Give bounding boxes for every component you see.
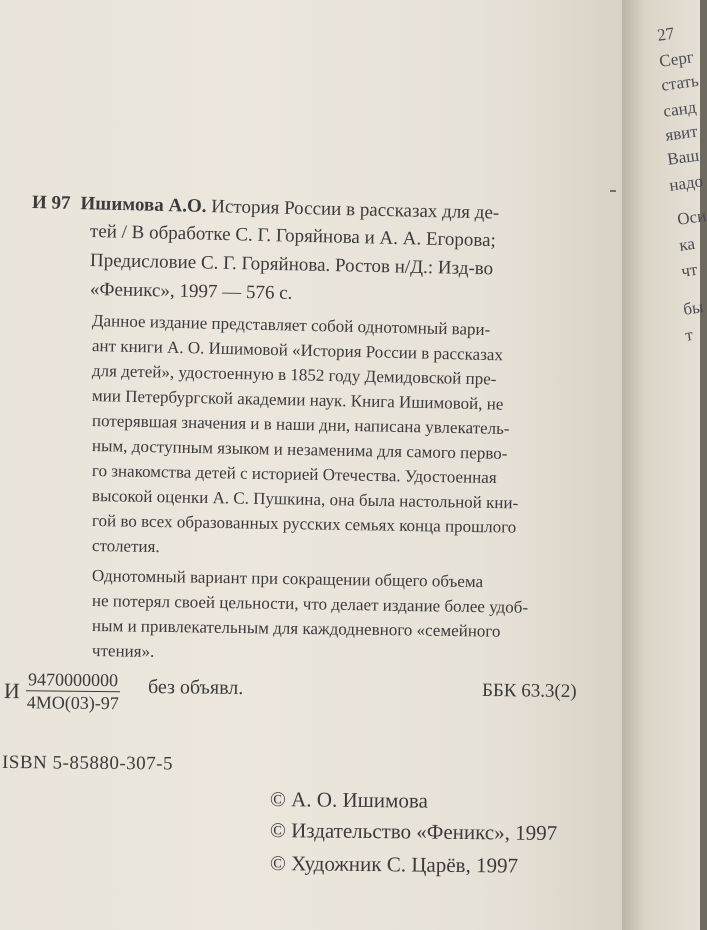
facing-text: т bbox=[684, 324, 695, 345]
bib-line-1 bbox=[32, 192, 500, 225]
copyright-publisher: © Издательство «Феникс», 1997 bbox=[269, 818, 558, 846]
facing-text: ка bbox=[678, 233, 697, 255]
facing-text: Оси bbox=[676, 205, 707, 229]
annotation-line: Однотомный вариант при сокращении общего объема bbox=[91, 566, 484, 592]
annotation-line: не потерял своей цельности, что делает издание более удоб- bbox=[91, 591, 529, 617]
annotation-line: ант книги А. О. Ишимовой «История России в рассказах bbox=[91, 336, 504, 365]
facing-text: Серг bbox=[658, 47, 695, 71]
annotation-line: ным и привлекательным для каждодневного «семейного bbox=[91, 616, 501, 641]
facing-text: 27 bbox=[656, 23, 676, 45]
bib-line-2: тей / В обработке С. Г. Горяйнова и А. А. Егорова; bbox=[89, 221, 497, 252]
facing-text: санд bbox=[662, 97, 698, 121]
facing-text: Ваш bbox=[666, 145, 701, 169]
facing-text: надо bbox=[668, 171, 705, 195]
annotation-line: высокой оценки А. С. Пушкина, она была настольной кни- bbox=[91, 486, 519, 513]
annotation-line: мии Петербургской академии наук. Книга Ишимовой, не bbox=[91, 386, 504, 414]
facing-text: чт bbox=[680, 259, 699, 281]
index-denominator: 4МО(03)-97 bbox=[26, 692, 119, 714]
copyright-artist: © Художник С. Царёв, 1997 bbox=[269, 851, 519, 878]
copyright-author: © А. О. Ишимова bbox=[269, 787, 428, 813]
annotation-line: Данное издание представляет собой однотомный вари- bbox=[91, 311, 491, 340]
bib-title: История России в рассказах для де- bbox=[211, 196, 500, 224]
bbk-code: ББК 63.3(2) bbox=[481, 680, 577, 702]
annotation-line: потерявшая значения и в наши дни, написана увлекатель- bbox=[91, 411, 510, 439]
facing-page bbox=[622, 0, 707, 930]
annotation-line: го знакомства детей с историей Отечества. Удостоенная bbox=[91, 461, 497, 488]
annotation-line: гой во всех образованных русских семьях конца прошлого bbox=[91, 511, 517, 537]
index-numerator: 9470000000 bbox=[26, 668, 120, 692]
facing-text: стать bbox=[660, 70, 700, 95]
index-formula bbox=[4, 668, 120, 714]
page-mark bbox=[610, 190, 616, 192]
annotation-line: чтения». bbox=[91, 641, 155, 661]
bib-author: Ишимова А.О. bbox=[80, 193, 207, 217]
facing-text: бы bbox=[682, 297, 705, 319]
annotation-line: ным, доступным языком и незаменима для самого перво- bbox=[91, 436, 508, 463]
facing-text: явит bbox=[664, 121, 699, 145]
price-note: без объявл. bbox=[147, 676, 244, 699]
index-fraction bbox=[26, 668, 120, 714]
bib-line-4: «Феникс», 1997 — 576 с. bbox=[89, 279, 293, 304]
bib-code: И 97 bbox=[31, 192, 71, 214]
index-lead: И bbox=[3, 677, 21, 703]
annotation-line: для детей», удостоенную в 1852 году Демидовской пре- bbox=[91, 361, 497, 389]
annotation-line: столетия. bbox=[91, 536, 160, 557]
isbn: ISBN 5-85880-307-5 bbox=[1, 752, 174, 775]
bib-line-3: Предисловие С. Г. Горяйнова. Ростов н/Д.: Изд-во bbox=[89, 250, 494, 280]
